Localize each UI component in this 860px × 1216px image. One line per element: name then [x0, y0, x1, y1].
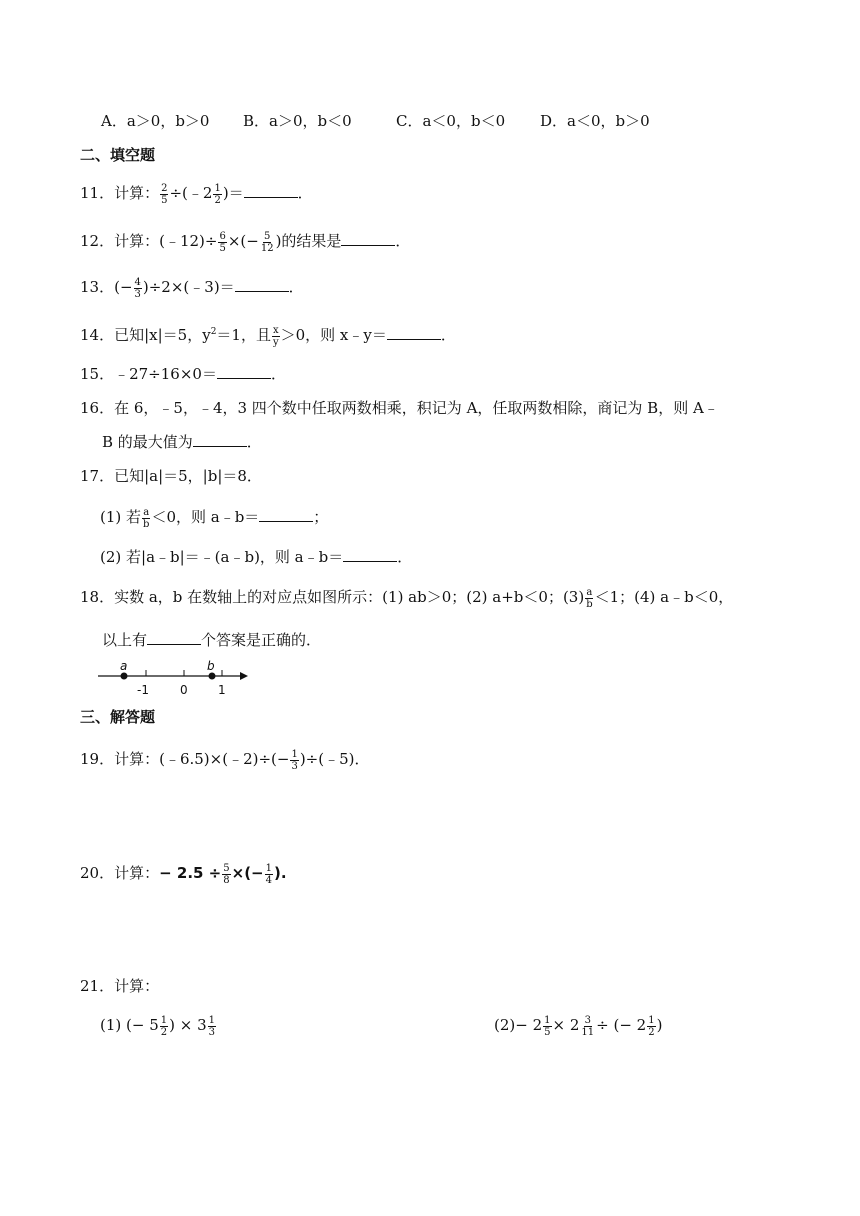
- q14-end: ＞0，则 x﹣y＝: [280, 326, 387, 344]
- period: ．: [288, 278, 304, 296]
- option-c: C．a＜0，b＜0: [396, 112, 506, 130]
- q12-end: )的结果是: [275, 232, 342, 250]
- tick-label-1: 1: [218, 683, 226, 697]
- q21-p2-fraction-1: [543, 1015, 551, 1038]
- q11-fraction-1: [160, 183, 168, 206]
- q21-p2-pre: (2): [494, 1016, 516, 1034]
- q11-label: 11．计算：: [80, 184, 160, 202]
- answer-blank[interactable]: [343, 547, 397, 562]
- period: ．: [246, 433, 262, 451]
- question-13: [80, 276, 304, 300]
- q17-fraction: [142, 507, 150, 530]
- point-a: [121, 673, 128, 680]
- tick-label-neg1: -1: [137, 683, 149, 697]
- answer-blank[interactable]: [147, 630, 201, 645]
- den: 4: [265, 874, 272, 886]
- den: 5: [544, 1026, 551, 1038]
- num: 1: [291, 748, 298, 760]
- q18-end: ＜1；(4) a﹣b＜0，: [594, 588, 734, 606]
- number-line-figure: [96, 658, 256, 700]
- q14-fraction: [272, 325, 280, 348]
- answer-blank[interactable]: [217, 364, 271, 379]
- q11-fraction-2: [213, 183, 221, 206]
- answer-blank[interactable]: [244, 183, 298, 198]
- answer-blank[interactable]: [387, 325, 441, 340]
- question-12: [80, 230, 410, 254]
- option-b: B．a＞0，b＜0: [243, 112, 352, 130]
- q21-p2-fraction-2: [580, 1015, 595, 1038]
- q19-fraction: [290, 749, 298, 772]
- q21-p1-a: (− 5: [126, 1016, 159, 1034]
- q20-fraction-1: [222, 863, 230, 886]
- q21-p1-b: ) × 3: [169, 1016, 207, 1034]
- q21-p1-fraction-1: [160, 1015, 168, 1038]
- den: y: [272, 336, 279, 348]
- question-18-line-1: [80, 586, 733, 610]
- q13-fraction: [134, 277, 142, 300]
- point-b: [209, 673, 216, 680]
- den: 12: [260, 242, 274, 254]
- num: a: [586, 586, 593, 598]
- section-heading-solve: 三、解答题: [80, 708, 156, 726]
- num: x: [272, 324, 279, 336]
- q21-p2-b: × 2: [552, 1016, 580, 1034]
- question-21-part-2: [494, 1014, 662, 1038]
- label-a: a: [120, 659, 128, 673]
- answer-blank[interactable]: [341, 231, 395, 246]
- num: 5: [264, 230, 271, 242]
- q20-end: ).: [274, 864, 287, 882]
- q21-p2-fraction-3: [647, 1015, 655, 1038]
- period: ．: [297, 184, 313, 202]
- q12-mid: ×(−: [227, 232, 259, 250]
- den: 11: [581, 1026, 595, 1038]
- q20-pre: 20．计算：: [80, 864, 160, 882]
- answer-blank[interactable]: [259, 507, 313, 522]
- question-17-part-1: [100, 506, 328, 530]
- q20-mid: ×(−: [231, 864, 264, 882]
- q20-expr: − 2.5 ÷: [159, 864, 222, 882]
- q18-line2-end: 个答案是正确的．: [201, 631, 322, 649]
- option-a: A．a＞0，b＞0: [101, 112, 210, 130]
- q17-p1-end: ＜0，则 a﹣b＝: [151, 508, 260, 526]
- num: a: [143, 506, 150, 518]
- question-14: [80, 321, 456, 348]
- den: 5: [219, 242, 226, 254]
- q12-label: 12．计算：(﹣12)÷: [80, 232, 218, 250]
- section-heading-fill-blank: 二、填空题: [80, 146, 156, 164]
- q19-pre: 19．计算：(﹣6.5)×(﹣2)÷(−: [80, 750, 290, 768]
- question-16-line-1: 16．在 6，﹣5，﹣4，3 四个数中任取两数相乘，积记为 A，任取两数相除，商记为 B，则 A﹣: [80, 399, 719, 417]
- num: 4: [134, 276, 141, 288]
- q11-mid: ÷(﹣2: [169, 184, 213, 202]
- q21-p2-c: ÷ (− 2: [596, 1016, 647, 1034]
- num: 1: [214, 182, 221, 194]
- num: 1: [648, 1014, 655, 1026]
- den: 3: [208, 1026, 216, 1038]
- q21-p1-pre: (1): [100, 1016, 122, 1034]
- label-b: b: [207, 659, 215, 673]
- q17-p1-pre: (1) 若: [100, 508, 142, 526]
- q20-fraction-2: [265, 863, 273, 886]
- q15-text: 15．﹣27÷16×0＝: [80, 365, 217, 383]
- q12-fraction-2: [260, 231, 275, 254]
- question-19: [80, 748, 370, 772]
- num: 1: [160, 1014, 168, 1026]
- period: ．: [270, 365, 286, 383]
- q18-pre: 18．实数 a，b 在数轴上的对应点如图所示：(1) ab＞0；(2) a+b＜0；(3): [80, 588, 585, 606]
- q17-p1-tail: ；: [313, 508, 329, 526]
- den: 3: [291, 760, 298, 772]
- arrow-head-icon: [240, 672, 248, 680]
- num: 1: [544, 1014, 551, 1026]
- den: b: [143, 518, 150, 530]
- period: ．: [440, 326, 456, 344]
- den: 2: [214, 194, 221, 206]
- den: 5: [161, 194, 168, 206]
- q21-p2-a: − 2: [515, 1016, 543, 1034]
- num: 6: [219, 230, 226, 242]
- question-11: [80, 182, 313, 206]
- num: 2: [161, 182, 168, 194]
- q14-mid: ＝1，且: [216, 326, 271, 344]
- num: 5: [223, 862, 230, 874]
- den: 3: [134, 288, 141, 300]
- q17-p2: (2) 若|a﹣b|＝﹣(a﹣b)，则 a﹣b＝: [100, 548, 344, 566]
- den: 2: [648, 1026, 655, 1038]
- q21-p1-fraction-2: [208, 1015, 216, 1038]
- question-21-stem: 21．计算：: [80, 977, 160, 995]
- den: 8: [223, 874, 230, 886]
- question-21-part-1: [100, 1014, 217, 1038]
- question-17-stem: 17．已知|a|＝5，|b|＝8．: [80, 467, 262, 485]
- q13-label: 13．(−: [80, 278, 133, 296]
- q18-fraction: [585, 587, 593, 610]
- q21-p2-d: ): [656, 1016, 663, 1034]
- q14-exponent: 2: [210, 327, 217, 337]
- q11-end: )＝: [222, 184, 244, 202]
- period: ．: [397, 548, 413, 566]
- option-d: D．a＜0，b＞0: [540, 112, 650, 130]
- q12-fraction-1: [218, 231, 226, 254]
- question-17-part-2: [100, 546, 412, 568]
- q16-line2: B 的最大值为: [102, 433, 193, 451]
- question-18-line-2: [102, 629, 321, 651]
- question-20: [80, 862, 287, 886]
- num: 3: [584, 1014, 591, 1026]
- q13-end: )÷2×(﹣3)＝: [142, 278, 235, 296]
- num: 1: [265, 862, 272, 874]
- question-15: [80, 363, 286, 385]
- num: 1: [208, 1014, 216, 1026]
- q14-pre: 14．已知|x|＝5，y: [80, 326, 211, 344]
- period: ．: [395, 232, 411, 250]
- q18-line2-pre: 以上有: [102, 631, 148, 649]
- q19-end: )÷(﹣5)．: [299, 750, 370, 768]
- question-16-line-2: [102, 431, 262, 453]
- answer-blank[interactable]: [193, 432, 247, 447]
- den: b: [586, 598, 593, 610]
- tick-label-0: 0: [180, 683, 188, 697]
- answer-blank[interactable]: [235, 277, 289, 292]
- den: 2: [160, 1026, 168, 1038]
